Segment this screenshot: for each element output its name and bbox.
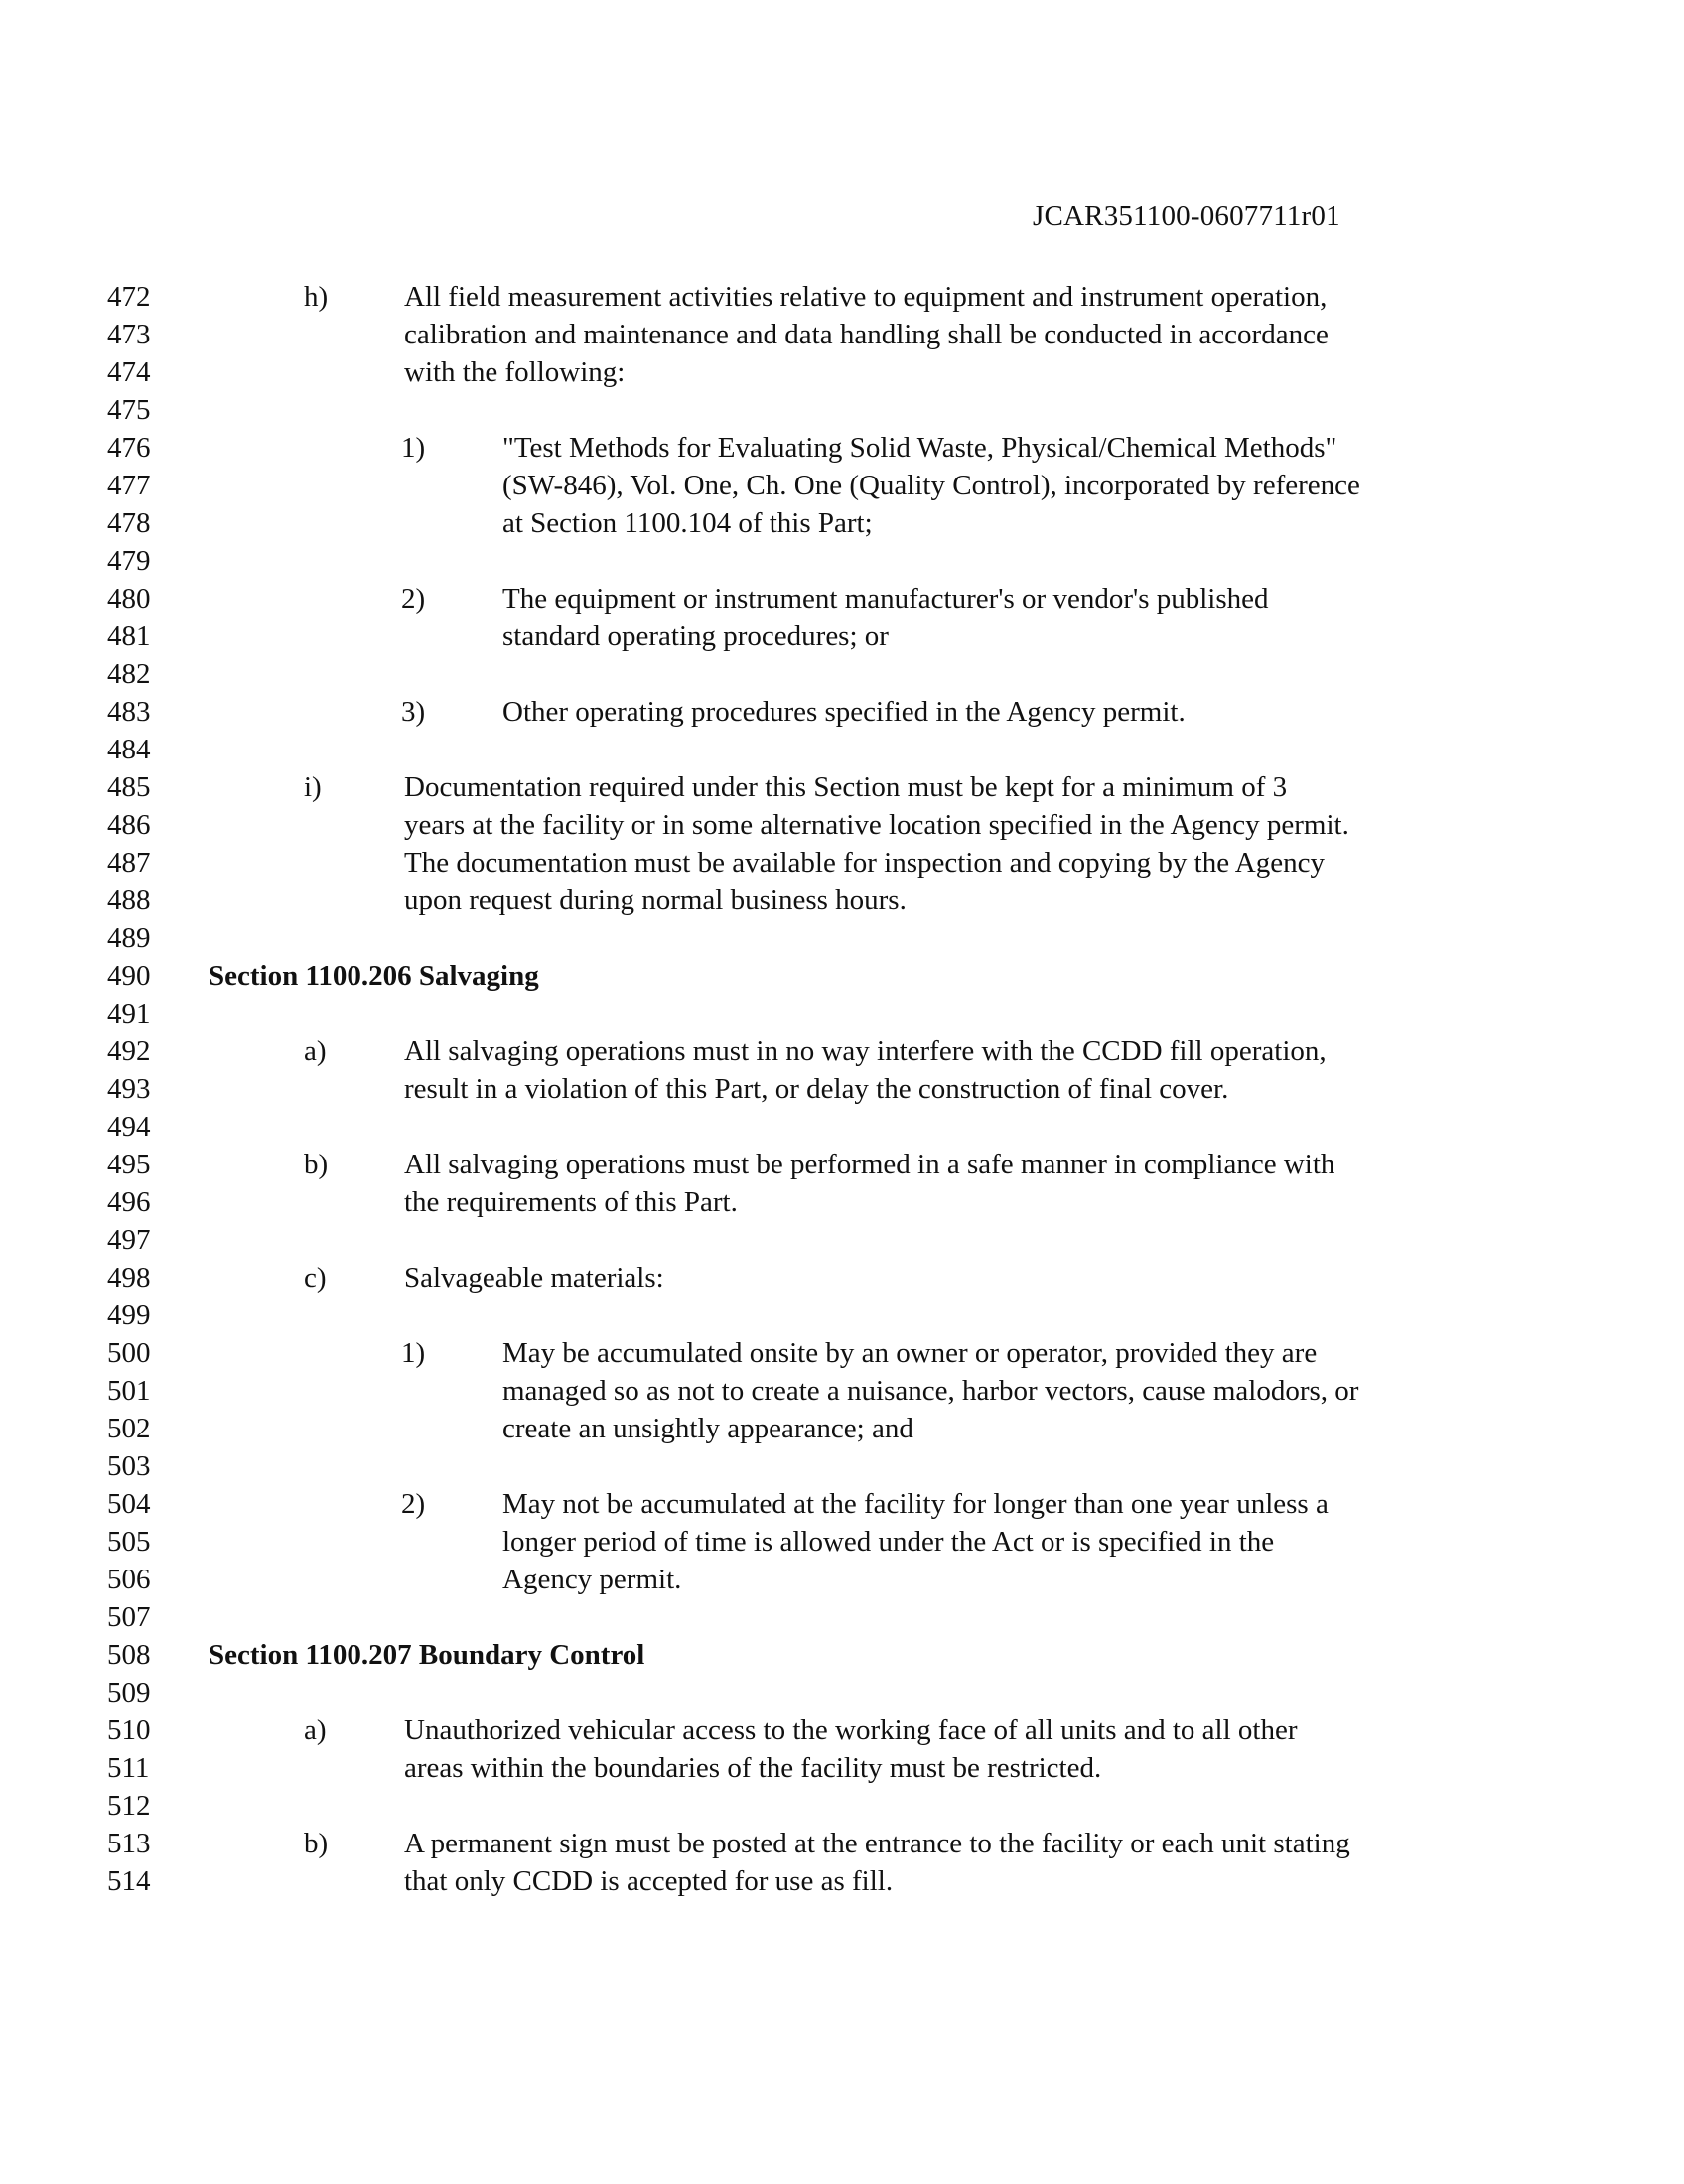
item-label: b) xyxy=(304,1149,329,1180)
document-line xyxy=(0,882,1684,919)
line-number: 509 xyxy=(107,1677,151,1708)
document-line xyxy=(0,1749,1684,1787)
item-label: h) xyxy=(304,281,329,313)
document-line xyxy=(0,731,1684,768)
line-text: "Test Methods for Evaluating Solid Waste, Physical/Chemical Methods" xyxy=(502,432,1337,464)
line-number: 513 xyxy=(107,1828,151,1859)
line-number: 502 xyxy=(107,1413,151,1444)
line-number: 496 xyxy=(107,1186,151,1218)
line-text: The documentation must be available for inspection and copying by the Agency xyxy=(404,847,1325,879)
document-line xyxy=(0,1485,1684,1523)
line-number: 507 xyxy=(107,1601,151,1633)
line-number: 473 xyxy=(107,319,151,350)
document-line xyxy=(0,504,1684,542)
document-line xyxy=(0,1787,1684,1825)
document-line xyxy=(0,693,1684,731)
line-number: 482 xyxy=(107,658,151,690)
document-line xyxy=(0,844,1684,882)
document-line xyxy=(0,1221,1684,1259)
line-number: 506 xyxy=(107,1564,151,1595)
line-text: (SW-846), Vol. One, Ch. One (Quality Control), incorporated by reference xyxy=(502,470,1360,501)
document-line xyxy=(0,542,1684,580)
document-line xyxy=(0,1711,1684,1749)
line-number: 490 xyxy=(107,960,151,992)
line-number: 505 xyxy=(107,1526,151,1558)
document-line xyxy=(0,1862,1684,1900)
line-number: 503 xyxy=(107,1450,151,1482)
document-line xyxy=(0,1636,1684,1674)
document-line xyxy=(0,1108,1684,1146)
document-line xyxy=(0,1372,1684,1410)
line-number: 511 xyxy=(107,1752,150,1784)
line-number: 504 xyxy=(107,1488,151,1520)
document-line xyxy=(0,655,1684,693)
line-text: calibration and maintenance and data handling shall be conducted in accordance xyxy=(404,319,1329,350)
line-text: longer period of time is allowed under the Act or is specified in the xyxy=(502,1526,1275,1558)
document-line xyxy=(0,1598,1684,1636)
document-line xyxy=(0,316,1684,353)
line-text: managed so as not to create a nuisance, harbor vectors, cause malodors, or xyxy=(502,1375,1359,1407)
document-line xyxy=(0,1410,1684,1447)
line-text: All salvaging operations must in no way interfere with the CCDD fill operation, xyxy=(404,1035,1327,1067)
section-heading: Section 1100.207 Boundary Control xyxy=(209,1639,645,1671)
item-label: a) xyxy=(304,1714,327,1746)
document-line xyxy=(0,353,1684,391)
line-number: 510 xyxy=(107,1714,151,1746)
line-text: Salvageable materials: xyxy=(404,1262,664,1294)
line-text: create an unsightly appearance; and xyxy=(502,1413,913,1444)
line-number: 512 xyxy=(107,1790,151,1822)
line-text: years at the facility or in some alternative location specified in the Agency permit. xyxy=(404,809,1349,841)
line-number: 484 xyxy=(107,734,151,765)
line-number: 488 xyxy=(107,885,151,916)
line-text: Documentation required under this Section must be kept for a minimum of 3 xyxy=(404,771,1288,803)
line-text: Other operating procedures specified in the Agency permit. xyxy=(502,696,1186,728)
line-number: 491 xyxy=(107,998,151,1029)
line-text: The equipment or instrument manufacturer's or vendor's published xyxy=(502,583,1269,614)
line-text: at Section 1100.104 of this Part; xyxy=(502,507,873,539)
line-text: All field measurement activities relative to equipment and instrument operation, xyxy=(404,281,1328,313)
line-number: 475 xyxy=(107,394,151,426)
line-text: with the following: xyxy=(404,356,626,388)
line-number: 494 xyxy=(107,1111,151,1143)
line-number: 493 xyxy=(107,1073,151,1105)
item-label: 2) xyxy=(401,1488,426,1520)
item-label: 2) xyxy=(401,583,426,614)
document-line xyxy=(0,1032,1684,1070)
line-text: May not be accumulated at the facility for longer than one year unless a xyxy=(502,1488,1329,1520)
document-line xyxy=(0,1183,1684,1221)
item-label: 1) xyxy=(401,1337,426,1369)
line-number: 476 xyxy=(107,432,151,464)
line-number: 489 xyxy=(107,922,151,954)
line-text: the requirements of this Part. xyxy=(404,1186,738,1218)
line-number: 486 xyxy=(107,809,151,841)
document-line xyxy=(0,1070,1684,1108)
line-number: 472 xyxy=(107,281,151,313)
line-text: standard operating procedures; or xyxy=(502,620,889,652)
item-label: a) xyxy=(304,1035,327,1067)
line-number: 499 xyxy=(107,1299,151,1331)
line-number: 483 xyxy=(107,696,151,728)
item-label: c) xyxy=(304,1262,327,1294)
document-line xyxy=(0,467,1684,504)
document-line xyxy=(0,1523,1684,1561)
line-text: areas within the boundaries of the facility must be restricted. xyxy=(404,1752,1102,1784)
document-line xyxy=(0,580,1684,617)
document-line xyxy=(0,806,1684,844)
line-text: All salvaging operations must be performed in a safe manner in compliance with xyxy=(404,1149,1335,1180)
document-line xyxy=(0,768,1684,806)
line-text: Agency permit. xyxy=(502,1564,682,1595)
document-line xyxy=(0,1825,1684,1862)
document-line xyxy=(0,278,1684,316)
line-number: 508 xyxy=(107,1639,151,1671)
line-number: 498 xyxy=(107,1262,151,1294)
document-line xyxy=(0,995,1684,1032)
line-number: 500 xyxy=(107,1337,151,1369)
line-number: 492 xyxy=(107,1035,151,1067)
document-line xyxy=(0,1561,1684,1598)
document-line xyxy=(0,1259,1684,1297)
line-number: 477 xyxy=(107,470,151,501)
line-number: 501 xyxy=(107,1375,151,1407)
line-number: 479 xyxy=(107,545,151,577)
line-number: 514 xyxy=(107,1865,151,1897)
document-line xyxy=(0,919,1684,957)
document-line xyxy=(0,1146,1684,1183)
document-line xyxy=(0,1334,1684,1372)
line-number: 481 xyxy=(107,620,151,652)
document-line xyxy=(0,391,1684,429)
item-label: 3) xyxy=(401,696,426,728)
line-number: 485 xyxy=(107,771,151,803)
document-body xyxy=(0,278,1684,1900)
line-text: May be accumulated onsite by an owner or operator, provided they are xyxy=(502,1337,1318,1369)
line-text: upon request during normal business hours. xyxy=(404,885,907,916)
item-label: b) xyxy=(304,1828,329,1859)
line-text: Unauthorized vehicular access to the working face of all units and to all other xyxy=(404,1714,1298,1746)
document-line xyxy=(0,1674,1684,1711)
line-text: result in a violation of this Part, or delay the construction of final cover. xyxy=(404,1073,1229,1105)
document-line xyxy=(0,617,1684,655)
line-number: 495 xyxy=(107,1149,151,1180)
line-number: 497 xyxy=(107,1224,151,1256)
document-line xyxy=(0,1297,1684,1334)
line-text: A permanent sign must be posted at the entrance to the facility or each unit stating xyxy=(404,1828,1350,1859)
section-heading: Section 1100.206 Salvaging xyxy=(209,960,539,992)
line-number: 478 xyxy=(107,507,151,539)
document-line xyxy=(0,957,1684,995)
line-number: 487 xyxy=(107,847,151,879)
line-text: that only CCDD is accepted for use as fill. xyxy=(404,1865,894,1897)
document-line xyxy=(0,429,1684,467)
line-number: 474 xyxy=(107,356,151,388)
document-id: JCAR351100-0607711r01 xyxy=(1033,201,1340,232)
item-label: 1) xyxy=(401,432,426,464)
item-label: i) xyxy=(304,771,322,803)
line-number: 480 xyxy=(107,583,151,614)
document-line xyxy=(0,1447,1684,1485)
